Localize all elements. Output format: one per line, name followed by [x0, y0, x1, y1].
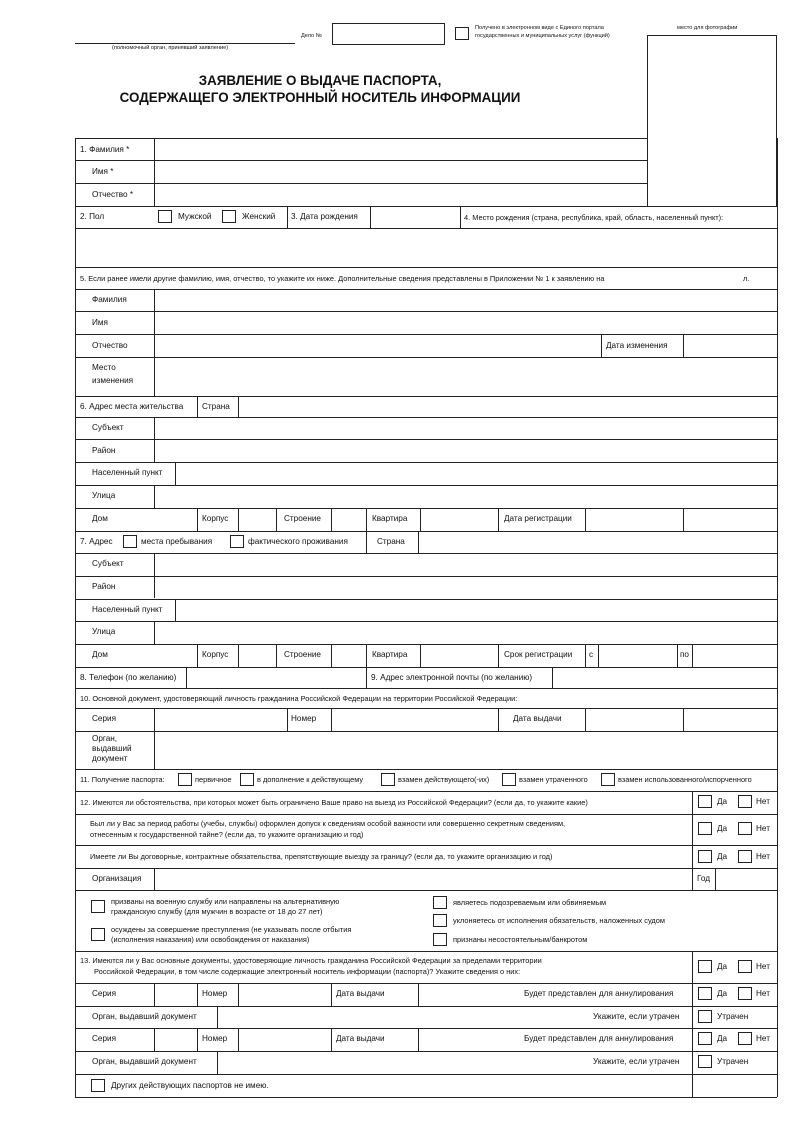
doc2-series-label: Серия: [92, 1034, 117, 1043]
replace-used-label: взамен использованного/испорченного: [618, 775, 752, 784]
doc2-number-label: Номер: [202, 1034, 228, 1043]
restriction-yes-checkbox[interactable]: [698, 795, 712, 808]
stay-country-label: Страна: [377, 537, 405, 546]
photo-label: место для фотографии: [677, 25, 738, 31]
residence-district-label: Район: [92, 446, 116, 455]
female-label: Женский: [242, 212, 276, 221]
dob-field[interactable]: [371, 207, 459, 228]
convicted-label-1: осуждены за совершение преступления (не указывать после отбытия: [111, 925, 352, 934]
main-doc-date-label: Дата выдачи: [513, 714, 562, 723]
doc1-iflost-label: Укажите, если утрачен: [593, 1012, 680, 1021]
case-label: Дело №: [301, 33, 322, 39]
phone-label: 8. Телефон (по желанию): [80, 673, 177, 682]
doc1-issuer-label: Орган, выдавший документ: [92, 1012, 197, 1021]
stay-district-label: Район: [92, 582, 116, 591]
replace-used-checkbox[interactable]: [601, 773, 615, 786]
male-label: Мужской: [178, 212, 212, 221]
secret-question-2: отнесенным к государственной тайне? (если да, то укажите организацию и год): [90, 830, 364, 839]
suspect-label: являетесь подозреваемым или обвиняемым: [453, 898, 607, 907]
patronymic-field[interactable]: [155, 184, 647, 205]
restriction-question: 12. Имеются ли обстоятельства, при которых может быть ограничено Ваше право на выезд из Российской Федерации? (если да, то укажите какие): [80, 798, 588, 807]
actual-checkbox[interactable]: [230, 535, 244, 548]
sex-label: 2. Пол: [80, 212, 105, 221]
court-evasion-label: уклоняетесь от исполнения обязательств, наложенных судом: [453, 916, 665, 925]
foreign-no-checkbox[interactable]: [738, 960, 752, 973]
residence-street-label: Улица: [92, 491, 116, 500]
doc2-yes-label: Да: [717, 1034, 728, 1043]
prev-surname-label: Фамилия: [92, 295, 127, 304]
doc2-no-checkbox[interactable]: [738, 1032, 752, 1045]
doc1-cancel-label: Будет представлен для аннулирования: [524, 989, 674, 998]
stay-address-label: 7. Адрес: [80, 537, 113, 546]
residence-apartment-label: Квартира: [372, 514, 408, 523]
restriction-no-label: Нет: [756, 797, 770, 806]
doc1-number-label: Номер: [202, 989, 228, 998]
actual-label: фактического проживания: [248, 537, 348, 546]
court-evasion-checkbox[interactable]: [433, 914, 447, 927]
secret-yes-checkbox[interactable]: [698, 822, 712, 835]
suspect-checkbox[interactable]: [433, 896, 447, 909]
residence-building-label: Корпус: [202, 514, 229, 523]
residence-locality-label: Населенный пункт: [92, 468, 163, 477]
stay-period-label: Срок регистрации: [504, 650, 573, 659]
name-field[interactable]: [155, 161, 647, 182]
additional-checkbox[interactable]: [240, 773, 254, 786]
restriction-yes-label: Да: [717, 797, 728, 806]
change-date-label: Дата изменения: [606, 341, 668, 350]
primary-label: первичное: [195, 775, 232, 784]
male-checkbox[interactable]: [158, 210, 172, 223]
prev-patronymic-label: Отчество: [92, 341, 128, 350]
military-label-2: гражданскую службу (для мужчин в возрасте от 18 до 27 лет): [111, 907, 323, 916]
foreign-docs-question-2: Российской Федерации, в том числе содержащие электронный носитель информации (паспорта)? Укажите сведения о них:: [94, 967, 521, 976]
secret-no-checkbox[interactable]: [738, 822, 752, 835]
stay-structure-label: Строение: [284, 650, 321, 659]
form-left-border: [75, 138, 76, 1097]
contract-question: Имеете ли Вы договорные, контрактные обязательства, препятствующие выезду за границу? (если да, то укажите организацию и год): [90, 852, 553, 861]
email-label: 9. Адрес электронной почты (по желанию): [371, 673, 533, 682]
doc1-no-label: Нет: [756, 989, 770, 998]
secret-no-label: Нет: [756, 824, 770, 833]
main-doc-label: 10. Основной документ, удостоверяющий личность гражданина Российской Федерации на территории Российской Федерации:: [80, 694, 518, 703]
residence-subject-label: Субъект: [92, 423, 124, 432]
doc1-lost-label: Утрачен: [717, 1012, 749, 1021]
organization-label: Организация: [92, 874, 142, 883]
residence-country-label: Страна: [202, 402, 230, 411]
prev-name-label: Имя: [92, 318, 108, 327]
phone-field[interactable]: [187, 668, 365, 687]
secret-yes-label: Да: [717, 824, 728, 833]
convicted-label-2: (исполнения наказания) или освобождения от наказания): [111, 935, 310, 944]
doc1-no-checkbox[interactable]: [738, 987, 752, 1000]
patronymic-label: Отчество *: [92, 190, 134, 199]
stay-locality-label: Населенный пункт: [92, 605, 163, 614]
contract-no-checkbox[interactable]: [738, 850, 752, 863]
birthplace-field[interactable]: [76, 229, 776, 266]
year-field[interactable]: [716, 869, 776, 889]
female-checkbox[interactable]: [222, 210, 236, 223]
name-label: Имя *: [92, 167, 114, 176]
stay-checkbox[interactable]: [123, 535, 137, 548]
organization-field[interactable]: [155, 869, 691, 889]
stay-subject-label: Субъект: [92, 559, 124, 568]
birthplace-label: 4. Место рождения (страна, республика, край, область, населенный пункт):: [464, 213, 724, 222]
bankrupt-checkbox[interactable]: [433, 933, 447, 946]
case-number-field[interactable]: [332, 23, 445, 45]
form-right-border: [777, 138, 778, 1097]
military-label-1: призваны на военную службу или направлены на альтернативную: [111, 897, 340, 906]
authority-line: [75, 43, 295, 44]
residence-regdate-label: Дата регистрации: [504, 514, 572, 523]
portal-checkbox[interactable]: [455, 27, 469, 40]
restriction-no-checkbox[interactable]: [738, 795, 752, 808]
surname-field[interactable]: [155, 139, 647, 160]
s5-intro: 5. Если ранее имели другие фамилию, имя, отчество, то укажите их ниже. Дополнительные сведения представлены в Приложении № 1 к заявлению на: [80, 274, 605, 283]
residence-structure-label: Строение: [284, 514, 321, 523]
s5-sheets: л.: [743, 274, 750, 283]
replace-valid-checkbox[interactable]: [381, 773, 395, 786]
replace-lost-label: взамен утраченного: [519, 775, 588, 784]
stay-apartment-label: Квартира: [372, 650, 408, 659]
portal-text-2: государственных и муниципальных услуг (функций): [475, 33, 610, 39]
foreign-no-label: Нет: [756, 962, 770, 971]
doc2-yes-checkbox[interactable]: [698, 1032, 712, 1045]
year-label: Год: [697, 874, 711, 883]
replace-valid-label: взамен действующего(-их): [398, 775, 490, 784]
no-other-passports-checkbox[interactable]: [91, 1079, 105, 1092]
foreign-docs-question-1: 13. Имеются ли у Вас основные документы, удостоверяющие личность гражданина Российской Федерации за пределами территории: [80, 956, 542, 965]
doc1-series-label: Серия: [92, 989, 117, 998]
doc1-lost-checkbox[interactable]: [698, 1010, 712, 1023]
residence-house-label: Дом: [92, 514, 108, 523]
portal-text-1: Получено в электронном виде с Единого портала: [475, 25, 604, 31]
doc1-yes-label: Да: [717, 989, 728, 998]
main-doc-issuer-2: выдавший: [92, 744, 132, 753]
form-title-line2: СОДЕРЖАЩЕГО ЭЛЕКТРОННЫЙ НОСИТЕЛЬ ИНФОРМАЦИИ: [119, 90, 521, 105]
receipt-label: 11. Получение паспорта:: [80, 775, 165, 784]
change-place-label-2: изменения: [92, 376, 134, 385]
form-title-line1: ЗАЯВЛЕНИЕ О ВЫДАЧЕ ПАСПОРТА,: [198, 73, 442, 88]
contract-yes-label: Да: [717, 852, 728, 861]
stay-from-label: с: [589, 650, 594, 659]
doc2-no-label: Нет: [756, 1034, 770, 1043]
doc2-iflost-label: Укажите, если утрачен: [593, 1057, 680, 1066]
convicted-checkbox[interactable]: [91, 928, 105, 941]
military-checkbox[interactable]: [91, 900, 105, 913]
residence-label: 6. Адрес места жительства: [80, 402, 184, 411]
replace-lost-checkbox[interactable]: [502, 773, 516, 786]
foreign-yes-checkbox[interactable]: [698, 960, 712, 973]
stay-building-label: Корпус: [202, 650, 229, 659]
additional-label: в дополнение к действующему: [257, 775, 364, 784]
main-doc-issuer-3: документ: [92, 754, 128, 763]
stay-to-label: по: [680, 650, 689, 659]
authority-caption: (полномочный орган, принявший заявление): [112, 45, 229, 51]
primary-checkbox[interactable]: [178, 773, 192, 786]
doc1-yes-checkbox[interactable]: [698, 987, 712, 1000]
stay-street-label: Улица: [92, 627, 116, 636]
doc2-date-label: Дата выдачи: [336, 1034, 385, 1043]
contract-no-label: Нет: [756, 852, 770, 861]
foreign-yes-label: Да: [717, 962, 728, 971]
main-doc-series-label: Серия: [92, 714, 117, 723]
doc1-date-label: Дата выдачи: [336, 989, 385, 998]
secret-question-1: Был ли у Вас за период работы (учебы, службы) оформлен допуск к сведениям особой важности или совершенно секретным сведениям,: [90, 819, 566, 828]
dob-label: 3. Дата рождения: [291, 212, 358, 221]
stay-label: места пребывания: [141, 537, 213, 546]
no-other-passports-label: Других действующих паспортов не имею.: [111, 1081, 269, 1090]
bankrupt-label: признаны несостоятельным/банкротом: [453, 935, 588, 944]
photo-area: [647, 35, 777, 207]
doc2-cancel-label: Будет представлен для аннулирования: [524, 1034, 674, 1043]
contract-yes-checkbox[interactable]: [698, 850, 712, 863]
change-place-label-1: Место: [92, 363, 116, 372]
email-field[interactable]: [553, 668, 776, 687]
main-doc-issuer-1: Орган,: [92, 734, 118, 743]
doc2-lost-checkbox[interactable]: [698, 1055, 712, 1068]
doc2-issuer-label: Орган, выдавший документ: [92, 1057, 197, 1066]
main-doc-number-label: Номер: [291, 714, 317, 723]
stay-house-label: Дом: [92, 650, 108, 659]
doc2-lost-label: Утрачен: [717, 1057, 749, 1066]
surname-label: 1. Фамилия *: [80, 145, 130, 154]
